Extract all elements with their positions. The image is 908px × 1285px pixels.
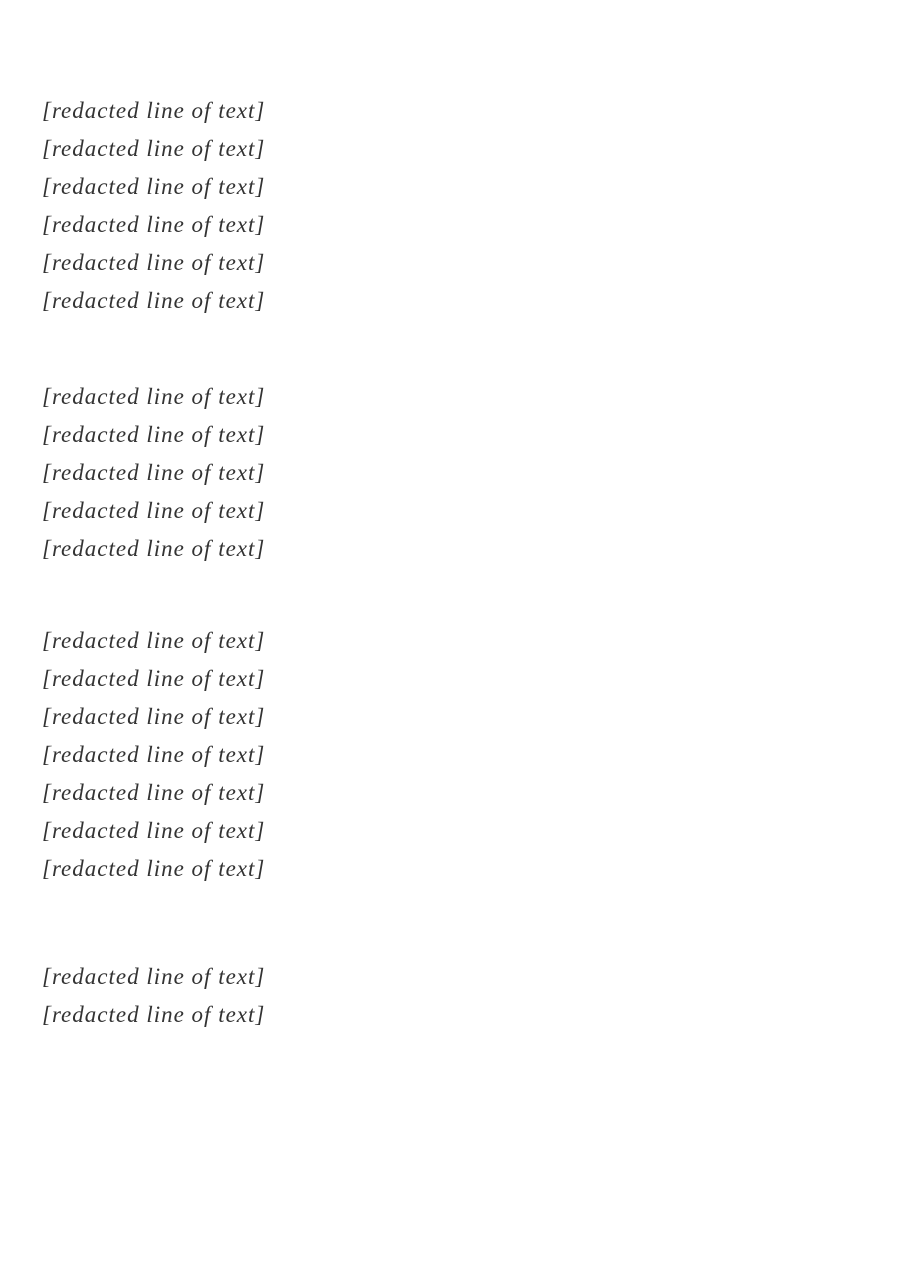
text-line: [redacted line of text] <box>42 536 266 561</box>
text-line: [redacted line of text] <box>42 136 266 161</box>
paragraph-1 <box>42 92 878 320</box>
text-line: [redacted line of text] <box>42 384 266 409</box>
text-line: [redacted line of text] <box>42 98 266 123</box>
paragraph-3 <box>42 622 878 888</box>
text-line: [redacted line of text] <box>42 250 266 275</box>
text-line: [redacted line of text] <box>42 288 266 313</box>
text-line: [redacted line of text] <box>42 422 266 447</box>
text-line: [redacted line of text] <box>42 174 266 199</box>
text-line: [redacted line of text] <box>42 628 266 653</box>
text-line: [redacted line of text] <box>42 818 266 843</box>
text-line: [redacted line of text] <box>42 212 266 237</box>
text-line: [redacted line of text] <box>42 460 266 485</box>
text-line: [redacted line of text] <box>42 498 266 523</box>
paragraph-2 <box>42 378 878 568</box>
text-line: [redacted line of text] <box>42 780 266 805</box>
text-line: [redacted line of text] <box>42 1002 266 1027</box>
text-line: [redacted line of text] <box>42 704 266 729</box>
text-line: [redacted line of text] <box>42 856 266 881</box>
text-line: [redacted line of text] <box>42 666 266 691</box>
text-line: [redacted line of text] <box>42 964 266 989</box>
text-line: [redacted line of text] <box>42 742 266 767</box>
paragraph-4 <box>42 958 878 1034</box>
